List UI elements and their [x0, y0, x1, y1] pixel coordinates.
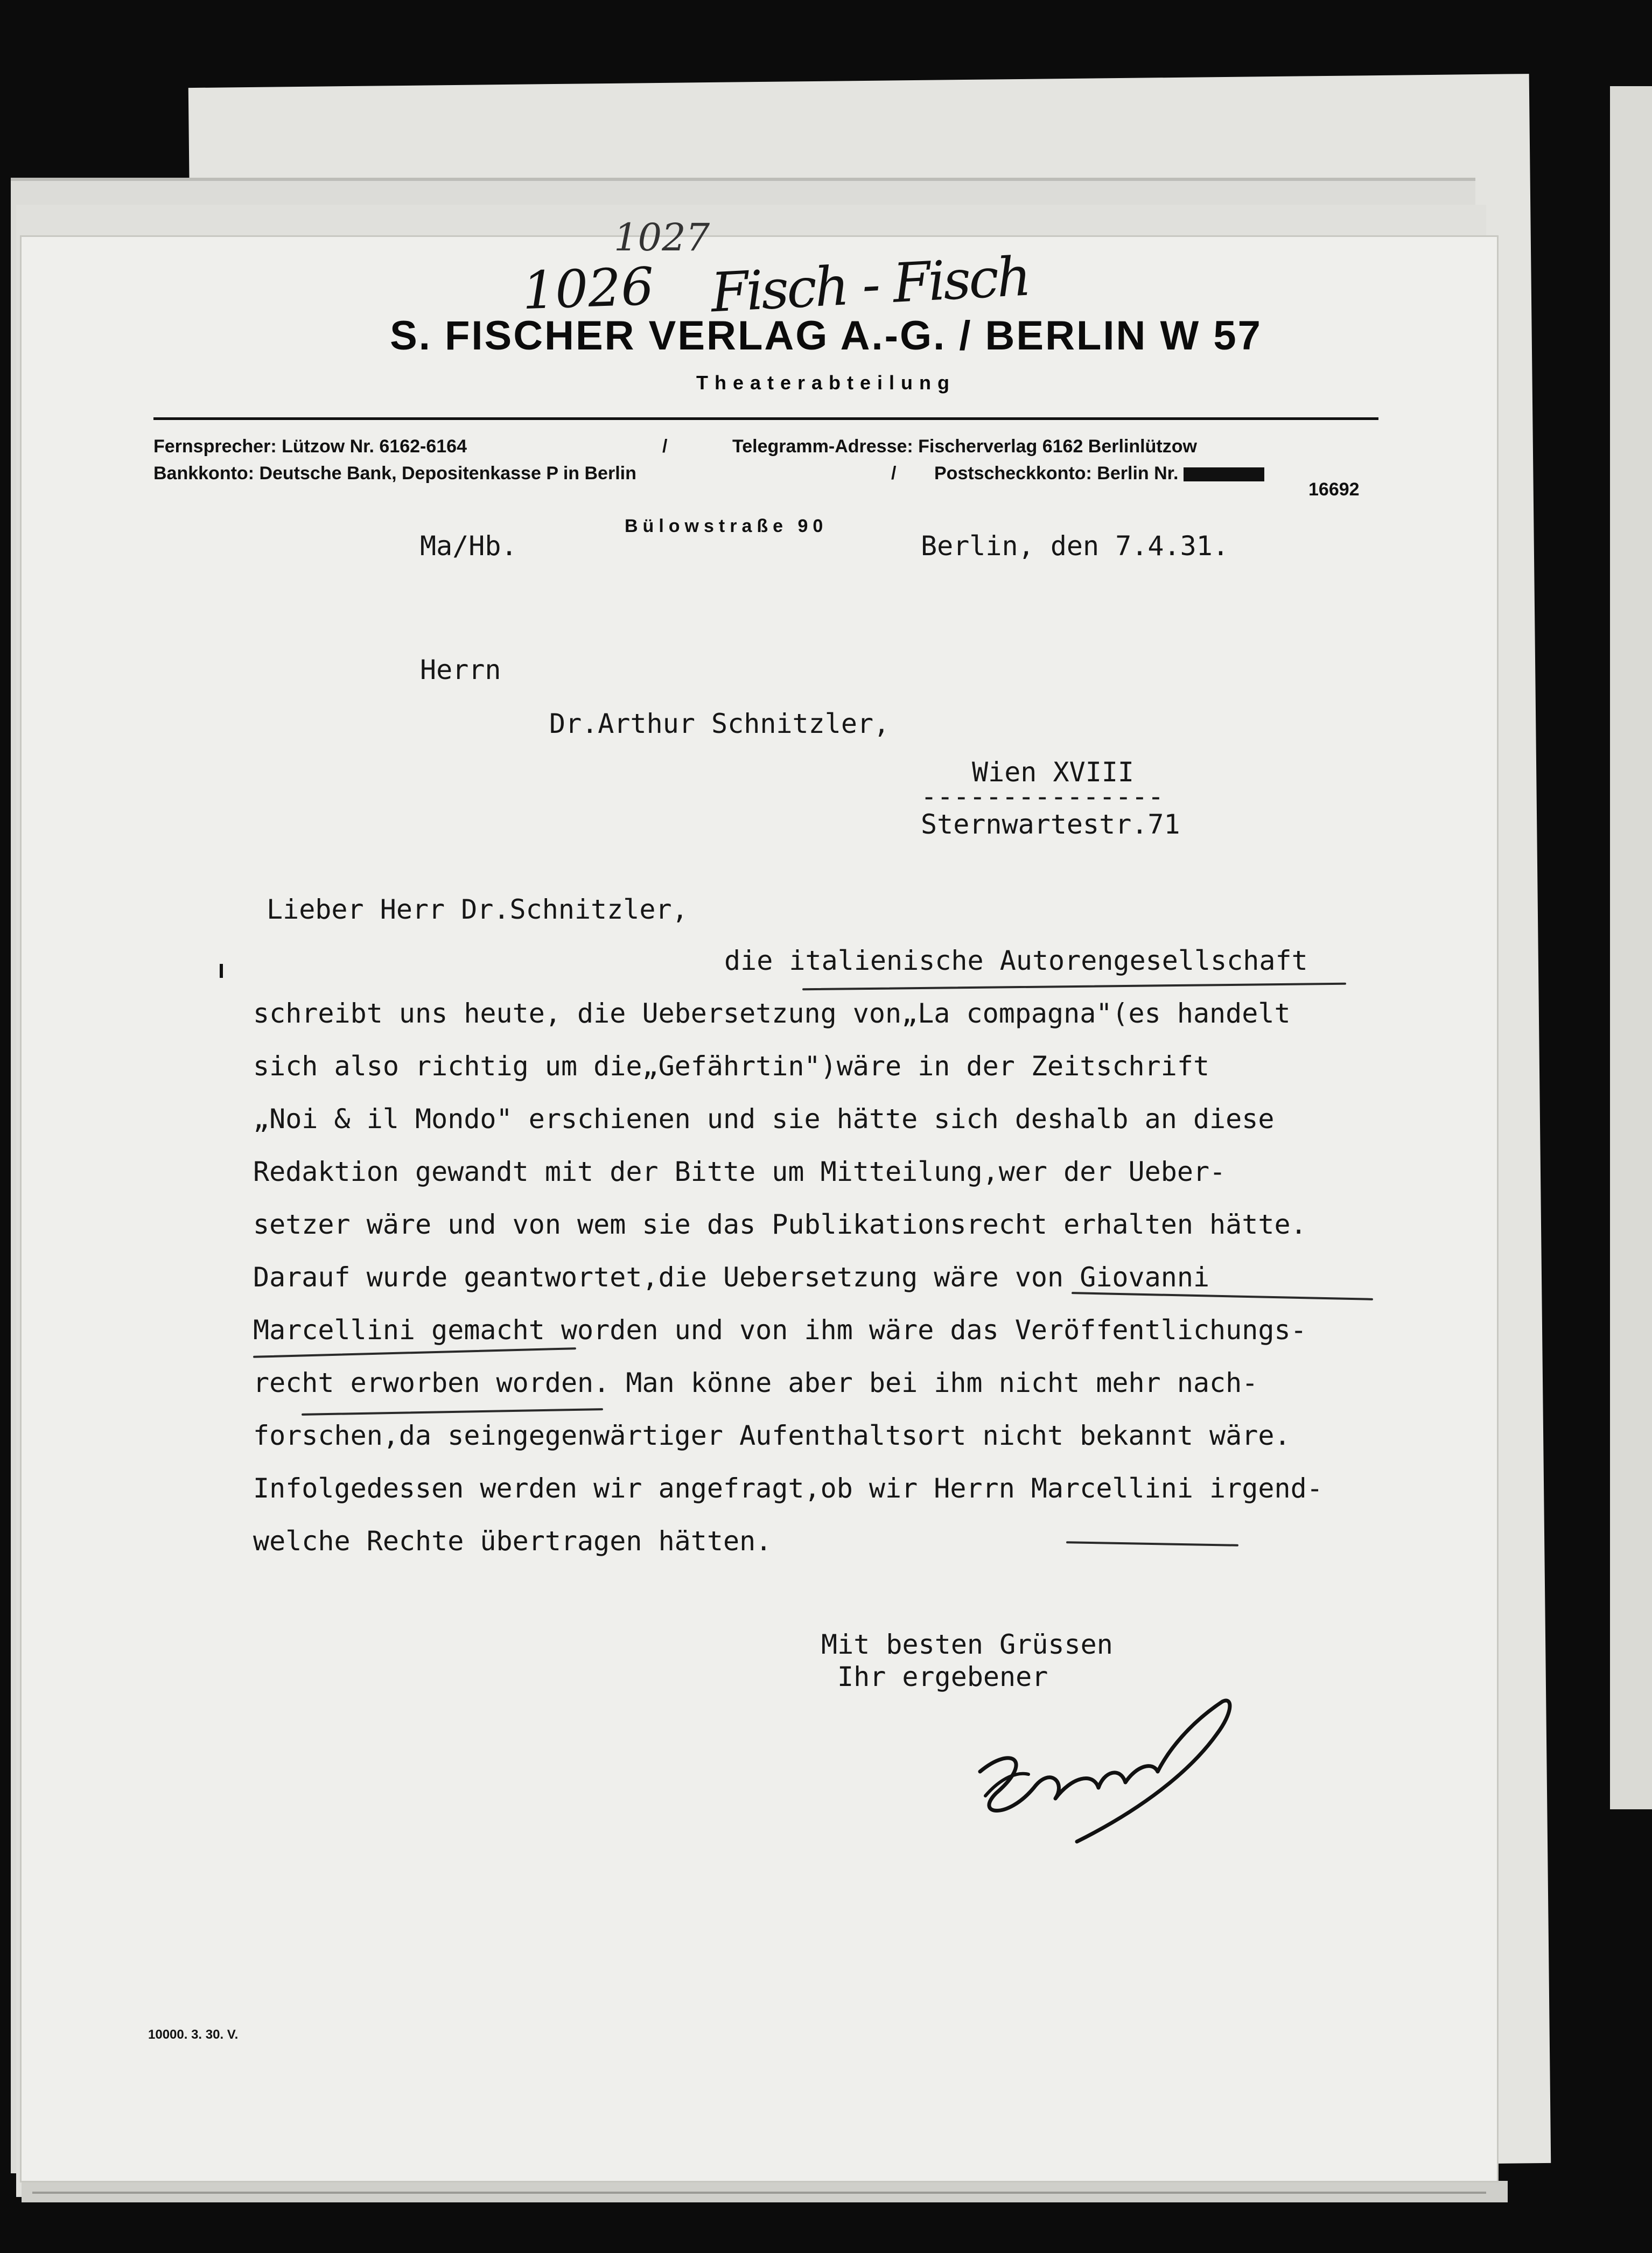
postcheck-number: 16692	[1308, 479, 1360, 500]
recipient-city: Wien XVIII	[972, 757, 1135, 788]
print-run-mark: 10000. 3. 30. V.	[148, 2027, 239, 2042]
body-line: sich also richtig um die„Gefährtin")wäre in der Zeitschrift	[253, 1051, 1210, 1082]
body-line: Darauf wurde geantwortet,die Uebersetzung wäre von Giovanni	[253, 1262, 1210, 1293]
closing-signoff: Ihr ergebener	[837, 1661, 1048, 1692]
body-line: schreibt uns heute, die Uebersetzung von„La compagna"(es handelt	[253, 998, 1291, 1029]
recipient-salutation: Herrn	[420, 654, 501, 685]
closing-greeting: Mit besten Grüssen	[821, 1629, 1113, 1660]
body-line: setzer wäre und von wem sie das Publikationsrecht erhalten hätte.	[253, 1209, 1307, 1240]
street-address: Bülowstraße 90	[625, 516, 828, 536]
archive-old-number: 1027	[614, 215, 710, 260]
recipient-street: Sternwartestr.71	[921, 809, 1180, 840]
recipient-name: Dr.Arthur Schnitzler,	[549, 708, 890, 739]
recipient-underline: ---------------	[921, 781, 1164, 812]
postcheck-account	[934, 463, 1264, 484]
department: Theaterabteilung	[696, 372, 956, 394]
place-date: Berlin, den 7.4.31.	[921, 530, 1229, 562]
telegram-address: Telegramm-Adresse: Fischerverlag 6162 Berlinlützow	[732, 436, 1197, 457]
body-line: Infolgedessen werden wir angefragt,ob wir Herrn Marcellini irgend-	[253, 1473, 1323, 1504]
postcheck-label: Postscheckkonto: Berlin Nr.	[934, 463, 1179, 484]
letterhead-rule	[153, 417, 1378, 420]
margin-mark	[220, 964, 223, 978]
phone-line: Fernsprecher: Lützow Nr. 6162-6164	[153, 436, 467, 457]
bank-account: Bankkonto: Deutsche Bank, Depositenkasse P in Berlin	[153, 463, 636, 484]
archive-scribble: Fisch - Fisch	[709, 244, 1031, 325]
archive-number: 1026	[521, 256, 655, 321]
body-line: welche Rechte übertragen hätten.	[253, 1526, 772, 1557]
body-line: die italienische Autorengesellschaft	[724, 945, 1308, 976]
separator: /	[891, 463, 897, 484]
body-line: Marcellini gemacht worden und von ihm wäre das Veröffentlichungs-	[253, 1314, 1307, 1346]
greeting: Lieber Herr Dr.Schnitzler,	[267, 894, 688, 925]
redaction-bar	[1184, 467, 1264, 481]
paper-edge-line	[32, 2192, 1486, 2194]
handwritten-signature	[964, 1680, 1244, 1863]
body-line: „Noi & il Mondo" erschienen und sie hätte sich deshalb an diese	[253, 1103, 1275, 1135]
reference-code: Ma/Hb.	[420, 530, 517, 562]
separator: /	[662, 436, 668, 457]
firm-name: S. FISCHER VERLAG A.-G. / BERLIN W 57	[390, 313, 1262, 359]
body-line: Redaktion gewandt mit der Bitte um Mitteilung,wer der Ueber-	[253, 1156, 1226, 1187]
body-line: forschen,da seingegenwärtiger Aufenthaltsort nicht bekannt wäre.	[253, 1420, 1291, 1451]
body-line: recht erworben worden. Man könne aber bei ihm nicht mehr nach-	[253, 1367, 1258, 1398]
